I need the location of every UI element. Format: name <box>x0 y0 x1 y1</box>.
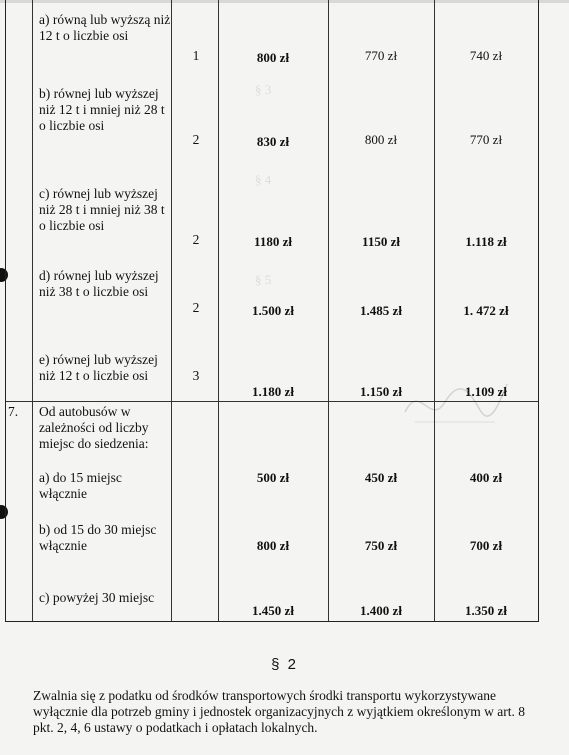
rate-value: 700 zł <box>469 538 503 553</box>
section-heading: § 2 <box>271 656 298 673</box>
axle-count: 2 <box>192 232 200 247</box>
row-label: a) równą lub wyższą niż 12 t o liczbie osi <box>39 12 171 43</box>
rate-value: 770 zł <box>469 132 503 147</box>
rate-value: 1.450 zł <box>252 603 294 618</box>
rate-value: 800 zł <box>256 50 290 65</box>
rate-value: 750 zł <box>364 538 398 553</box>
column-divider <box>171 0 172 621</box>
bleed-through-text: § 4 <box>255 172 272 187</box>
rate-value: 500 zł <box>256 470 290 485</box>
axle-count: 1 <box>192 48 200 63</box>
tax-rate-table <box>5 0 539 622</box>
bleed-through-signature <box>395 372 515 432</box>
rate-value: 1.400 zł <box>360 603 402 618</box>
row-label: b) od 15 do 30 miejsc włącznie <box>39 522 157 553</box>
bleed-through-text: § 5 <box>255 272 272 287</box>
rate-value: 1.500 zł <box>252 303 294 318</box>
row-label: d) równej lub wyższej niż 38 t o liczbie osi <box>39 268 159 299</box>
rate-value: 450 zł <box>364 470 398 485</box>
axle-count: 2 <box>192 300 200 315</box>
rate-value: 800 zł <box>256 538 290 553</box>
section-paragraph: Zwalnia się z podatku od środków transportowych środki transportu wykorzystywane wyłącznie dla potrzeb gminy i jednostek organizacyjnych z wyjątkiem określonym w art. 8 pkt. 2, 4, 6 ustawy o podatkach i opłatach lokalnych. <box>33 688 525 735</box>
rate-value: 1.150 zł <box>360 384 402 399</box>
rate-value: 800 zł <box>364 132 398 147</box>
column-divider <box>32 0 33 621</box>
rate-value: 770 zł <box>364 48 398 63</box>
rate-value: 1.118 zł <box>465 234 507 249</box>
rate-value: 830 zł <box>256 134 290 149</box>
rate-value: 1150 zł <box>362 234 400 249</box>
rate-value: 400 zł <box>469 470 503 485</box>
row-label: c) równej lub wyższej niż 28 t i mniej niż 38 t o liczbie osi <box>39 186 165 233</box>
row-label: a) do 15 miejsc włącznie <box>39 470 122 501</box>
bleed-through-text: § 3 <box>255 82 272 97</box>
rate-value: 1.180 zł <box>252 384 294 399</box>
rate-value: 1.485 zł <box>360 303 402 318</box>
section-number: 7. <box>8 404 19 419</box>
axle-count: 2 <box>192 132 200 147</box>
rate-value: 1. 472 zł <box>463 303 509 318</box>
rate-value: 1.109 zł <box>465 384 507 399</box>
row-label: c) powyżej 30 miejsc <box>39 590 155 605</box>
row-label: e) równej lub wyższej niż 12 t o liczbie osi <box>39 352 158 383</box>
row-label: b) równej lub wyższej niż 12 t i mniej niż 28 t o liczbie osi <box>39 86 165 133</box>
axle-count: 3 <box>192 368 200 383</box>
rate-value: 740 zł <box>469 48 503 63</box>
rate-value: 1.350 zł <box>465 603 507 618</box>
rate-value: 1180 zł <box>254 234 292 249</box>
section-heading: Od autobusów w zależności od liczby miejsc do siedzenia: <box>39 404 149 451</box>
